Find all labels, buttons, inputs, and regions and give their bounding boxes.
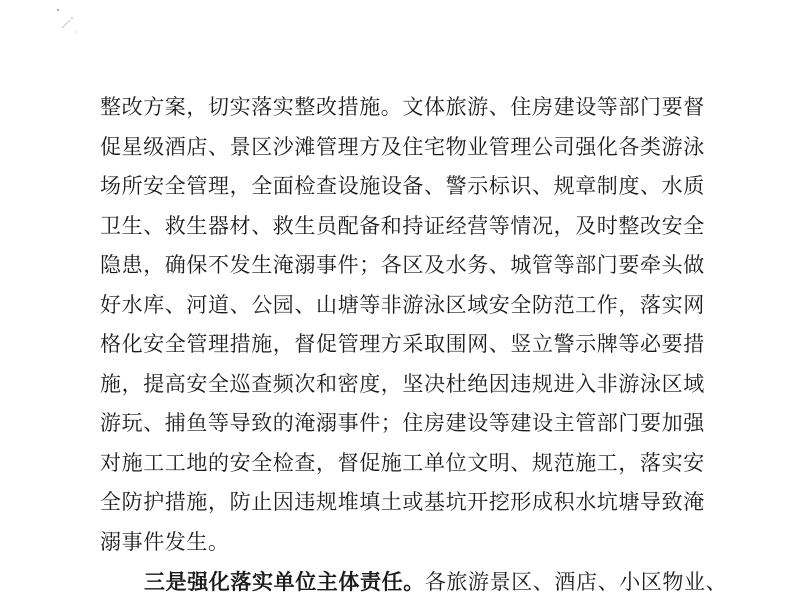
- text-line: 对施工工地的安全检查，督促施工单位文明、规范施工，落实安: [100, 450, 705, 475]
- text-line: 溺事件发生。: [100, 529, 230, 554]
- text-line: 全防护措施，防止因违规堆填土或基坑开挖形成积水坑塘导致淹: [100, 490, 705, 514]
- text-line: 场所安全管理，全面检查设施设备、警示标识、规章制度、水质: [100, 174, 705, 198]
- text-line: 好水库、河道、公园、山塘等非游泳区域安全防范工作，落实网: [100, 292, 705, 317]
- paragraph-heading: 三是强化落实单位主体责任。: [144, 569, 425, 594]
- text-line: 隐患，确保不发生淹溺事件；各区及水务、城管等部门要牵头做: [100, 253, 705, 277]
- text-line: 格化安全管理措施，督促管理方采取围网、竖立警示牌等必要措: [100, 332, 705, 356]
- text-line: 整改方案，切实落实整改措施。文体旅游、住房建设等部门要督: [100, 95, 705, 119]
- paragraph-start-line: [100, 562, 728, 602]
- text-line: 施，提高安全巡查频次和密度，坚决杜绝因违规进入非游泳区域: [100, 371, 705, 396]
- text-line: 游玩、捕鱼等导致的淹溺事件；住房建设等建设主管部门要加强: [100, 411, 705, 435]
- scan-mark: [52, 6, 86, 36]
- paragraph-text: 各旅游景区、酒店、小区物业、: [424, 570, 728, 594]
- body-text: [100, 88, 728, 602]
- text-line: 卫生、救生器材、救生员配备和持证经营等情况，及时整改安全: [100, 213, 705, 238]
- text-line: 促星级酒店、景区沙滩管理方及住宅物业管理公司强化各类游泳: [100, 134, 705, 159]
